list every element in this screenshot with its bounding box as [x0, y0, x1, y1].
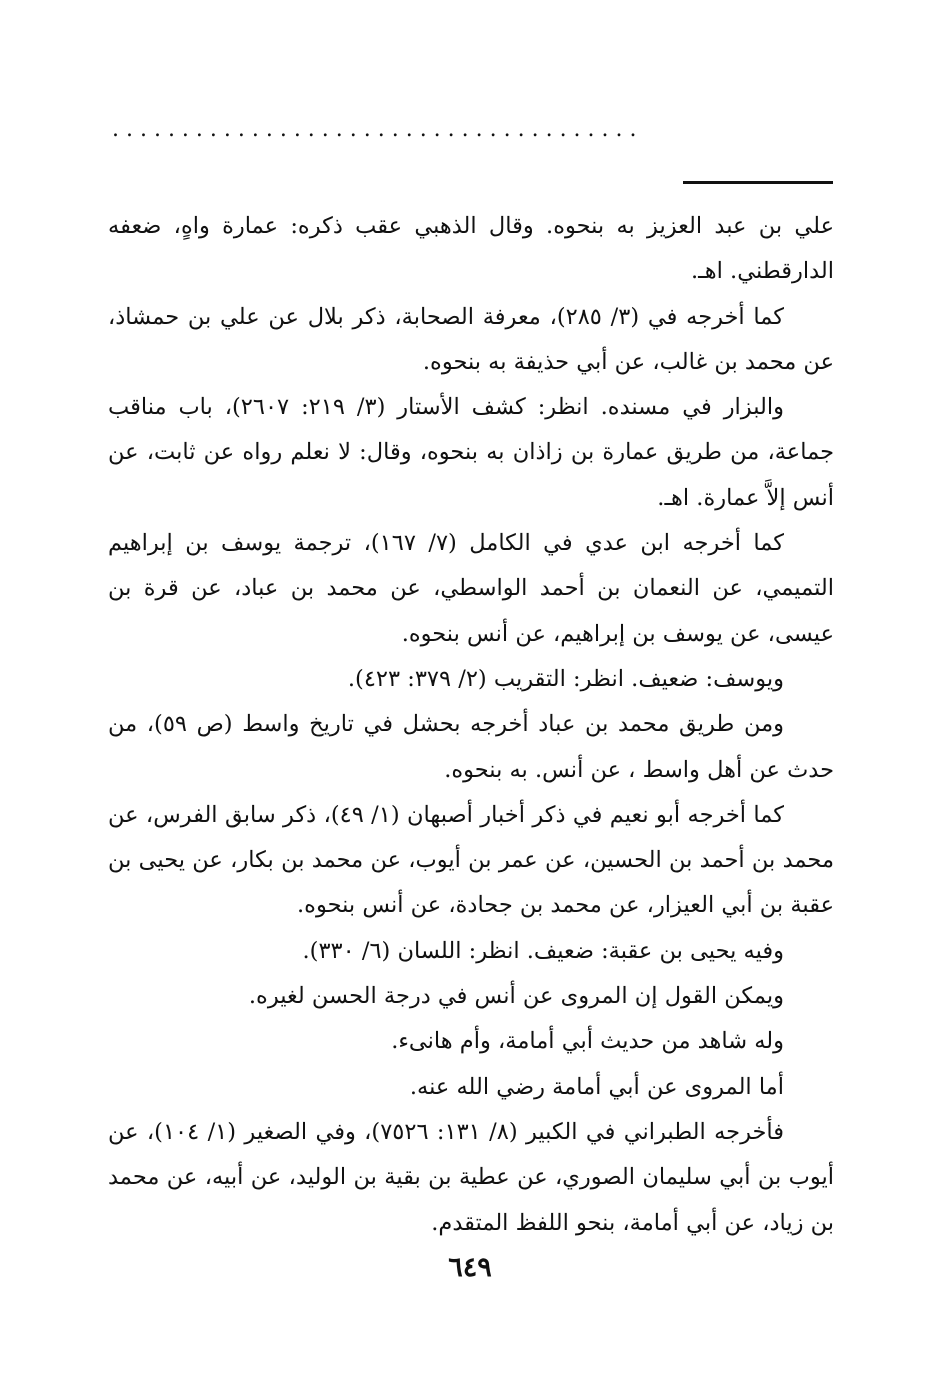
page-number: ٦٤٩ — [448, 1252, 492, 1283]
paragraph-9: ويمكن القول إن المروى عن أنس في درجة الحسن لغيره. — [248, 983, 784, 1010]
paragraph-11: أما المروى عن أبي أمامة رضي الله عنه. — [409, 1073, 784, 1100]
paragraph-1: علي بن عبد العزيز به بنحوه. وقال الذهبي عقب ذكره: عمارة واهٍ، ضعفه الدارقطني. اهـ. — [108, 213, 834, 285]
paragraph-12: فأخرجه الطبراني في الكبير (٨/ ١٣١: ٧٥٢٦)، وفي الصغير (١/ ١٠٤)، عن أيوب بن أبي سليمان الصوري، عن عطية بن بقية بن الوليد، عن أبيه، عن محمد بن زياد، عن أبي أمامة، بنحو اللفظ المتقدم. — [108, 1118, 834, 1236]
paragraph-4: كما أخرجه ابن عدي في الكامل (٧/ ١٦٧)، ترجمة يوسف بن إبراهيم التميمي، عن النعمان بن أحمد الواسطي، عن محمد بن عباد، عن قرة بن عيسى، عن يوسف بن إبراهيم، عن أنس بنحوه. — [108, 530, 834, 647]
paragraph-10: وله شاهد من حديث أبي أمامة، وأم هانىء. — [391, 1028, 784, 1055]
paragraph-6: ومن طريق محمد بن عباد أخرجه بحشل في تاريخ واسط (ص ٥٩)، من حدث عن أهل واسط ، عن أنس. به بنحوه. — [108, 711, 834, 783]
paragraph-3: والبزار في مسنده. انظر: كشف الأستار (٣/ ٢١٩: ٢٦٠٧)، باب مناقب جماعة، من طريق عمارة بن زاذان به بنحوه، وقال: لا نعلم رواه عن ثابت، عن أنس إلاَّ عمارة. اهـ. — [108, 394, 834, 511]
paragraph-7: كما أخرجه أبو نعيم في ذكر أخبار أصبهان (١/ ٤٩)، ذكر سابق الفرس، عن محمد بن أحمد بن الحسين، عن عمر بن أيوب، عن محمد بن بكار، عن يحيى بن عقبة بن أبي العيزار، عن محمد بن جحادة، عن أنس بنحوه. — [108, 801, 834, 919]
paragraph-8: وفيه يحيى بن عقبة: ضعيف. انظر: اللسان (٦/ ٣٣٠). — [302, 937, 784, 964]
paragraph-2: كما أخرجه في (٣/ ٢٨٥)، معرفة الصحابة، ذكر بلال عن علي بن حمشاذ، عن محمد بن غالب، عن أبي حذيفة به بنحوه. — [108, 303, 834, 375]
footnote-rule — [683, 181, 833, 184]
footnote-body — [108, 204, 834, 1246]
paragraph-5: ويوسف: ضعيف. انظر: التقريب (٢/ ٣٧٩: ٤٢٣). — [347, 665, 784, 692]
dotted-separator: . . . . . . . . . . . . . . . . . . . . . . . . . . . . . . . . . . . . . . — [112, 118, 637, 142]
